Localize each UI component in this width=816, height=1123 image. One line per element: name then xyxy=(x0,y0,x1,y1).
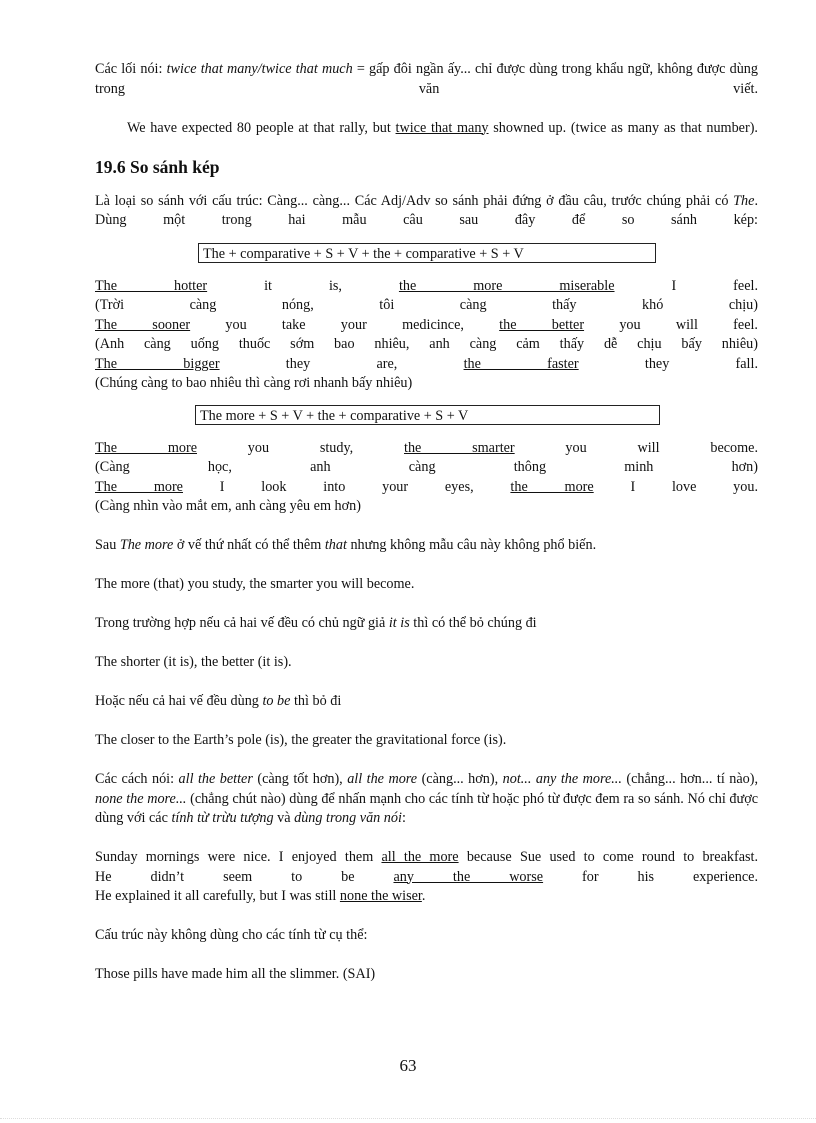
example-line: The sooner you take your medicince, the better you will feel. xyxy=(95,316,758,333)
example-line: The hotter it is, the more miserable I feel. xyxy=(95,277,758,294)
paragraph-concrete-adjectives: Cấu trúc này không dùng cho các tính từ cụ thể: xyxy=(95,927,368,943)
paragraph-to-be: Hoặc nếu cả hai vế đều dùng to be thì bỏ đi xyxy=(95,693,342,709)
example-sentence: The shorter (it is), the better (it is). xyxy=(95,654,292,670)
example-translation: (Chúng càng to bao nhiêu thì càng rơi nhanh bấy nhiêu) xyxy=(95,375,413,391)
page-content xyxy=(95,60,758,985)
paragraph-twice-that-many: Các lối nói: twice that many/twice that much = gấp đôi ngần ấy... chỉ được dùng trong khẩu ngữ, không được dùng trong văn viết. xyxy=(95,61,758,97)
example-line: The more you study, the smarter you will become. xyxy=(95,439,759,456)
paragraph-the-more-that: Sau The more ở vế thứ nhất có thể thêm that nhưng không mẫu câu này không phổ biến. xyxy=(95,537,597,553)
paragraph-intro-double-comparison: Là loại so sánh với cấu trúc: Càng... càng... Các Adj/Adv so sánh phải đứng ở đầu câu, trước chúng phải có The. Dùng một trong hai mẫu câu sau đây để so sánh kép: xyxy=(95,192,758,228)
example-line: He didn’t seem to be any the worse for his experience. xyxy=(95,868,758,885)
example-twice-that-many: We have expected 80 people at that rally, but twice that many showned up. (twice as many as that number). xyxy=(127,119,758,136)
paragraph-emphasis-forms: Các cách nói: all the better (càng tốt hơn), all the more (càng... hơn), not... any the more... (chẳng... hơn... tí nào), none the more... (chẳng chút nào) dùng để nhấn mạnh cho các tính từ hoặc phó từ được đem ra so sánh. Nó chỉ được dùng với các tính từ trừu tượng và dùng trong văn nói: xyxy=(95,771,759,826)
example-translation: (Trời càng nóng, tôi càng thấy khó chịu) xyxy=(95,297,758,313)
formula-box-2: The more + S + V + the + comparative + S + V xyxy=(195,405,660,425)
example-translation: (Càng nhìn vào mắt em, anh càng yêu em hơn) xyxy=(95,498,361,514)
example-line: The bigger they are, the faster they fall. xyxy=(95,355,758,372)
section-heading: 19.6 So sánh kép xyxy=(95,157,220,177)
example-translation: (Càng học, anh càng thông minh hơn) xyxy=(95,459,758,475)
example-line: The more I look into your eyes, the more I love you. xyxy=(95,478,758,495)
example-translation: (Anh càng uống thuốc sớm bao nhiêu, anh càng cảm thấy dễ chịu bấy nhiêu) xyxy=(95,336,758,352)
example-sentence: The more (that) you study, the smarter you will become. xyxy=(95,576,415,592)
page-number: 63 xyxy=(399,1056,417,1075)
example-line: He explained it all carefully, but I was still none the wiser. xyxy=(95,888,426,904)
formula-box-1: The + comparative + S + V + the + comparative + S + V xyxy=(198,243,656,263)
example-line: Sunday mornings were nice. I enjoyed them all the more because Sue used to come round to breakfast. xyxy=(95,849,758,865)
paragraph-it-is: Trong trường hợp nếu cả hai vế đều có chủ ngữ giả it is thì có thể bỏ chúng đi xyxy=(95,615,537,631)
example-sentence: The closer to the Earth’s pole (is), the greater the gravitational force (is). xyxy=(95,732,507,748)
page-bottom-edge xyxy=(0,1118,816,1119)
example-sentence-wrong: Those pills have made him all the slimmer. (SAI) xyxy=(95,966,376,982)
